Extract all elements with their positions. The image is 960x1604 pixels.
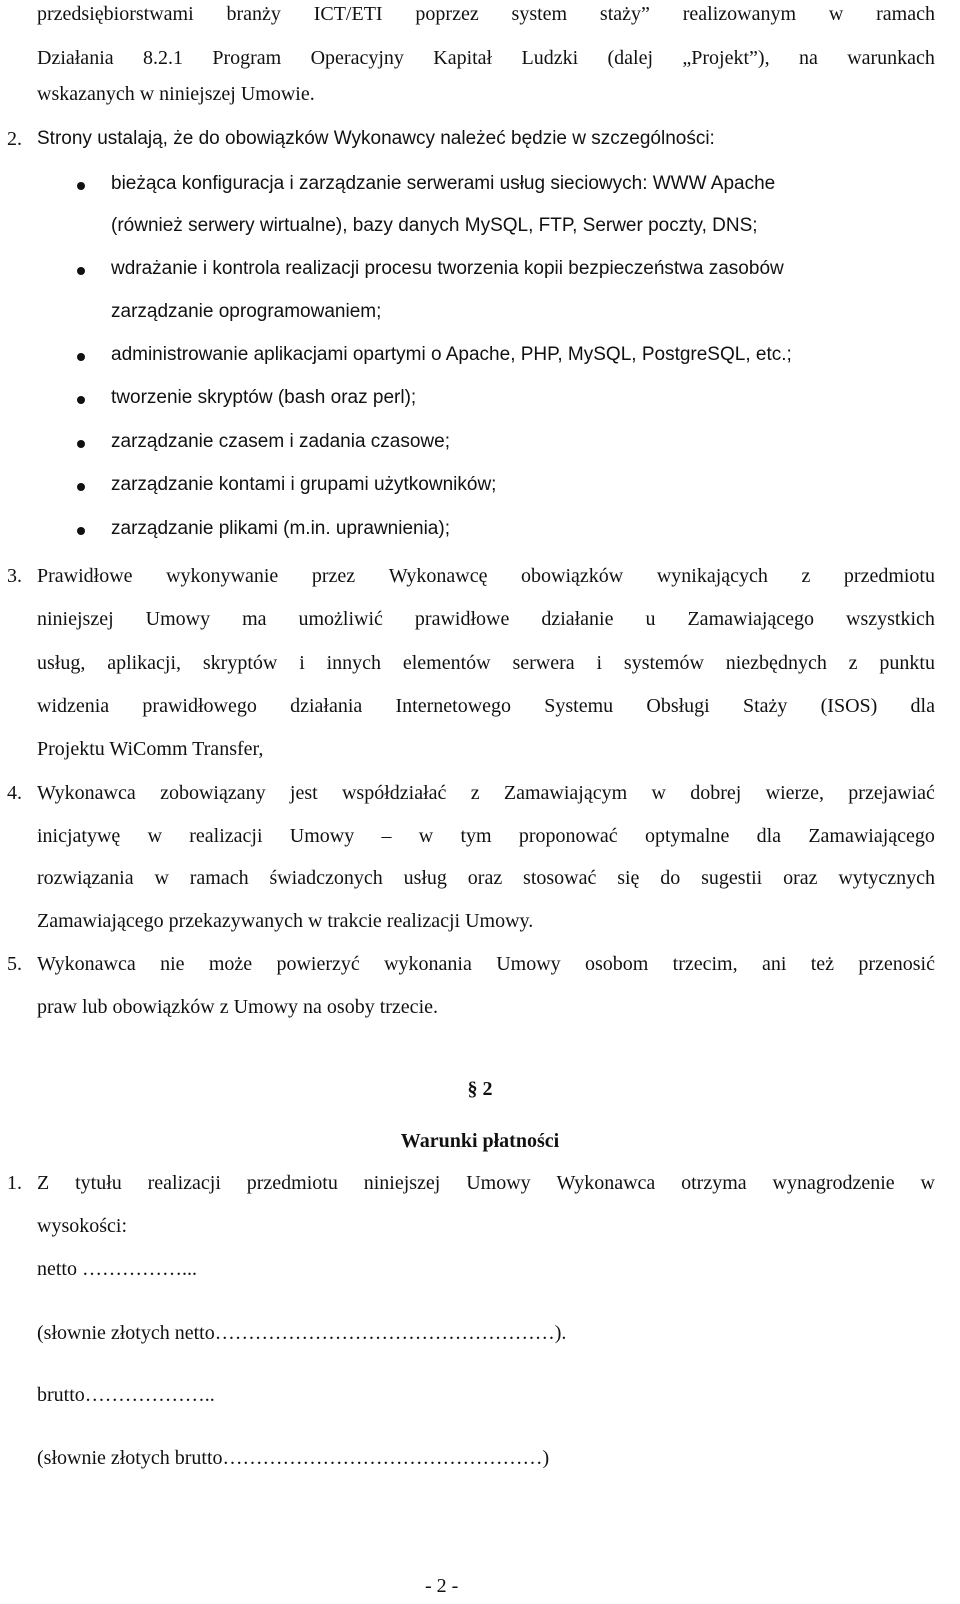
- item-4-line-4: Zamawiającego przekazywanych w trakcie realizacji Umowy.: [37, 910, 534, 932]
- word: proponować: [518, 825, 618, 847]
- word: elementów: [402, 652, 491, 674]
- word: ICT/ETI: [313, 3, 383, 25]
- payment-number: 1.: [7, 1172, 22, 1194]
- word: w: [651, 782, 666, 804]
- word: współdziałać: [341, 782, 447, 804]
- bullet-6: zarządzanie kontami i grupami użytkowników;: [111, 474, 497, 495]
- intro-line-2: [37, 46, 935, 70]
- bullet-marker: [77, 267, 85, 275]
- item-2-text: Strony ustalają, że do obowiązków Wykonawcy należeć będzie w szczególności:: [37, 128, 715, 149]
- word: „Projekt”),: [682, 47, 770, 69]
- word: się: [617, 867, 640, 889]
- word: aplikacji,: [107, 652, 182, 674]
- word: obowiązków: [521, 565, 624, 587]
- word: skryptów: [202, 652, 278, 674]
- bullet-1-line-2: (również serwery wirtualne), bazy danych MySQL, FTP, Serwer poczty, DNS;: [111, 215, 758, 236]
- section-title: Warunki płatności: [400, 1130, 560, 1152]
- word: z: [848, 652, 858, 674]
- word: działania: [290, 695, 363, 717]
- word: punktu: [879, 652, 935, 674]
- word: serwera: [512, 652, 575, 674]
- bullet-marker: [77, 182, 85, 190]
- word: Umowy: [145, 608, 211, 630]
- item-3-line-1: [37, 564, 935, 588]
- word: Systemu: [544, 695, 614, 717]
- word: Zamawiającego: [687, 608, 815, 630]
- item-4-line-2: [37, 824, 935, 848]
- word: usług,: [37, 652, 86, 674]
- word: Wykonawcę: [388, 565, 488, 587]
- bullet-marker: [77, 527, 85, 535]
- word: Kapitał: [433, 47, 493, 69]
- word: tym: [460, 825, 492, 847]
- item-5-number: 5.: [7, 953, 22, 975]
- item-3-line-4: [37, 694, 935, 718]
- word: warunkach: [847, 47, 935, 69]
- item-4-line-3: [37, 866, 935, 890]
- payment-line-2: wysokości:: [37, 1215, 127, 1237]
- item-3-line-5: Projektu WiComm Transfer,: [37, 738, 264, 760]
- word: może: [208, 953, 253, 975]
- item-5-line-1: [37, 952, 935, 976]
- bullet-marker: [77, 483, 85, 491]
- word: Wykonawca: [556, 1172, 656, 1194]
- word: –: [381, 825, 392, 847]
- word: z: [801, 565, 811, 587]
- item-3-number: 3.: [7, 565, 22, 587]
- word: Obsługi: [646, 695, 710, 717]
- word: wynikających: [656, 565, 768, 587]
- bullet-4: tworzenie skryptów (bash oraz perl);: [111, 387, 417, 408]
- word: niniejszej: [363, 1172, 441, 1194]
- word: w: [147, 825, 163, 847]
- bullet-marker: [77, 353, 85, 361]
- word: Z: [37, 1172, 50, 1194]
- word: przedmiotu: [843, 565, 935, 587]
- word: Ludzki: [521, 47, 579, 69]
- word: wytycznych: [838, 867, 935, 889]
- word: w: [154, 867, 169, 889]
- item-5-line-2: praw lub obowiązków z Umowy na osoby trzecie.: [37, 996, 438, 1018]
- word: Umowy: [496, 953, 561, 975]
- word: inicjatywę: [37, 825, 121, 847]
- bullet-5: zarządzanie czasem i zadania czasowe;: [111, 431, 451, 452]
- word: widzenia: [37, 695, 110, 717]
- word: wierze,: [765, 782, 824, 804]
- word: realizacji: [147, 1172, 221, 1194]
- word: i: [299, 652, 305, 674]
- word: Internetowego: [395, 695, 512, 717]
- word: rozwiązania: [37, 867, 134, 889]
- word: nie: [160, 953, 185, 975]
- item-4-number: 4.: [7, 782, 22, 804]
- word: ramach: [876, 3, 935, 25]
- word: Zamawiającym: [503, 782, 628, 804]
- netto-amount: netto ……………...: [37, 1258, 197, 1280]
- word: system: [511, 3, 568, 25]
- word: wynagrodzenie: [772, 1172, 895, 1194]
- word: Wykonawca: [37, 782, 136, 804]
- word: w: [828, 3, 844, 25]
- word: osobom: [584, 953, 649, 975]
- word: Staży: [742, 695, 788, 717]
- word: usług: [403, 867, 447, 889]
- word: oraz: [783, 867, 818, 889]
- word: w: [920, 1172, 935, 1194]
- word: stosować: [523, 867, 597, 889]
- word: Wykonawca: [37, 953, 136, 975]
- word: dla: [756, 825, 782, 847]
- word: realizacji: [189, 825, 263, 847]
- word: przez: [311, 565, 356, 587]
- word: zobowiązany: [160, 782, 266, 804]
- word: branży: [226, 3, 281, 25]
- word: innych: [326, 652, 382, 674]
- intro-line-3: wskazanych w niniejszej Umowie.: [37, 83, 315, 105]
- word: niniejszej: [37, 608, 114, 630]
- word: poprzez: [415, 3, 479, 25]
- bullet-3: administrowanie aplikacjami opartymi o Apache, PHP, MySQL, PostgreSQL, etc.;: [111, 344, 792, 365]
- word: Działania: [37, 47, 114, 69]
- intro-line-1: [37, 2, 935, 26]
- word: sugestii: [701, 867, 763, 889]
- item-3-line-3: [37, 651, 935, 675]
- word: z: [470, 782, 480, 804]
- section-paragraph: § 2: [467, 1078, 493, 1100]
- word: Zamawiającego: [808, 825, 935, 847]
- word: na: [798, 47, 818, 69]
- word: też: [810, 953, 835, 975]
- word: 8.2.1: [142, 47, 183, 69]
- bullet-2-line-2: zarządzanie oprogramowaniem;: [111, 301, 382, 322]
- word: (dalej: [607, 47, 654, 69]
- word: otrzyma: [681, 1172, 747, 1194]
- word: jest: [289, 782, 318, 804]
- bullet-marker: [77, 440, 85, 448]
- word: przenosić: [858, 953, 935, 975]
- word: do: [660, 867, 681, 889]
- word: prawidłowego: [142, 695, 257, 717]
- word: powierzyć: [276, 953, 360, 975]
- word: prawidłowe: [414, 608, 510, 630]
- word: ani: [761, 953, 787, 975]
- word: realizowanym: [682, 3, 797, 25]
- word: oraz: [467, 867, 503, 889]
- word: i: [596, 652, 603, 674]
- item-3-line-2: [37, 607, 935, 631]
- word: niezbędnych: [725, 652, 827, 674]
- word: w: [418, 825, 434, 847]
- brutto-amount: brutto………………..: [37, 1384, 215, 1406]
- word: Umowy: [289, 825, 355, 847]
- word: świadczonych: [269, 867, 383, 889]
- word: przedmiotu: [246, 1172, 338, 1194]
- item-4-line-1: [37, 781, 935, 805]
- word: Program: [212, 47, 282, 69]
- bullet-7: zarządzanie plikami (m.in. uprawnienia);: [111, 518, 450, 539]
- word: działanie: [541, 608, 614, 630]
- bullet-marker: [77, 396, 85, 404]
- word: optymalne: [644, 825, 730, 847]
- word: tytułu: [75, 1172, 122, 1194]
- word: systemów: [623, 652, 704, 674]
- word: staży”: [599, 3, 650, 25]
- word: dobrej: [690, 782, 742, 804]
- word: Umowy: [466, 1172, 531, 1194]
- word: wykonania: [384, 953, 472, 975]
- word: wszystkich: [846, 608, 935, 630]
- word: ma: [242, 608, 267, 630]
- word: u: [645, 608, 656, 630]
- word: dla: [910, 695, 935, 717]
- word: Prawidłowe: [37, 565, 133, 587]
- word: umożliwić: [298, 608, 383, 630]
- bullet-2-line-1: wdrażanie i kontrola realizacji procesu tworzenia kopii bezpieczeństwa zasobów: [111, 258, 784, 279]
- word: ramach: [189, 867, 249, 889]
- word: wykonywanie: [166, 565, 279, 587]
- page-number: - 2 -: [425, 1575, 459, 1597]
- word: (ISOS): [820, 695, 878, 717]
- word: trzecim,: [672, 953, 738, 975]
- item-2-number: 2.: [7, 128, 22, 150]
- word: przedsiębiorstwami: [37, 3, 194, 25]
- word: Operacyjny: [310, 47, 404, 69]
- netto-in-words: (słownie złotych netto……………………………………………).: [37, 1322, 567, 1344]
- brutto-in-words: (słownie złotych brutto…………………………………………): [37, 1447, 550, 1469]
- payment-line-1: [37, 1171, 935, 1195]
- bullet-1-line-1: bieżąca konfiguracja i zarządzanie serwerami usług sieciowych: WWW Apache: [111, 173, 776, 194]
- word: przejawiać: [848, 782, 935, 804]
